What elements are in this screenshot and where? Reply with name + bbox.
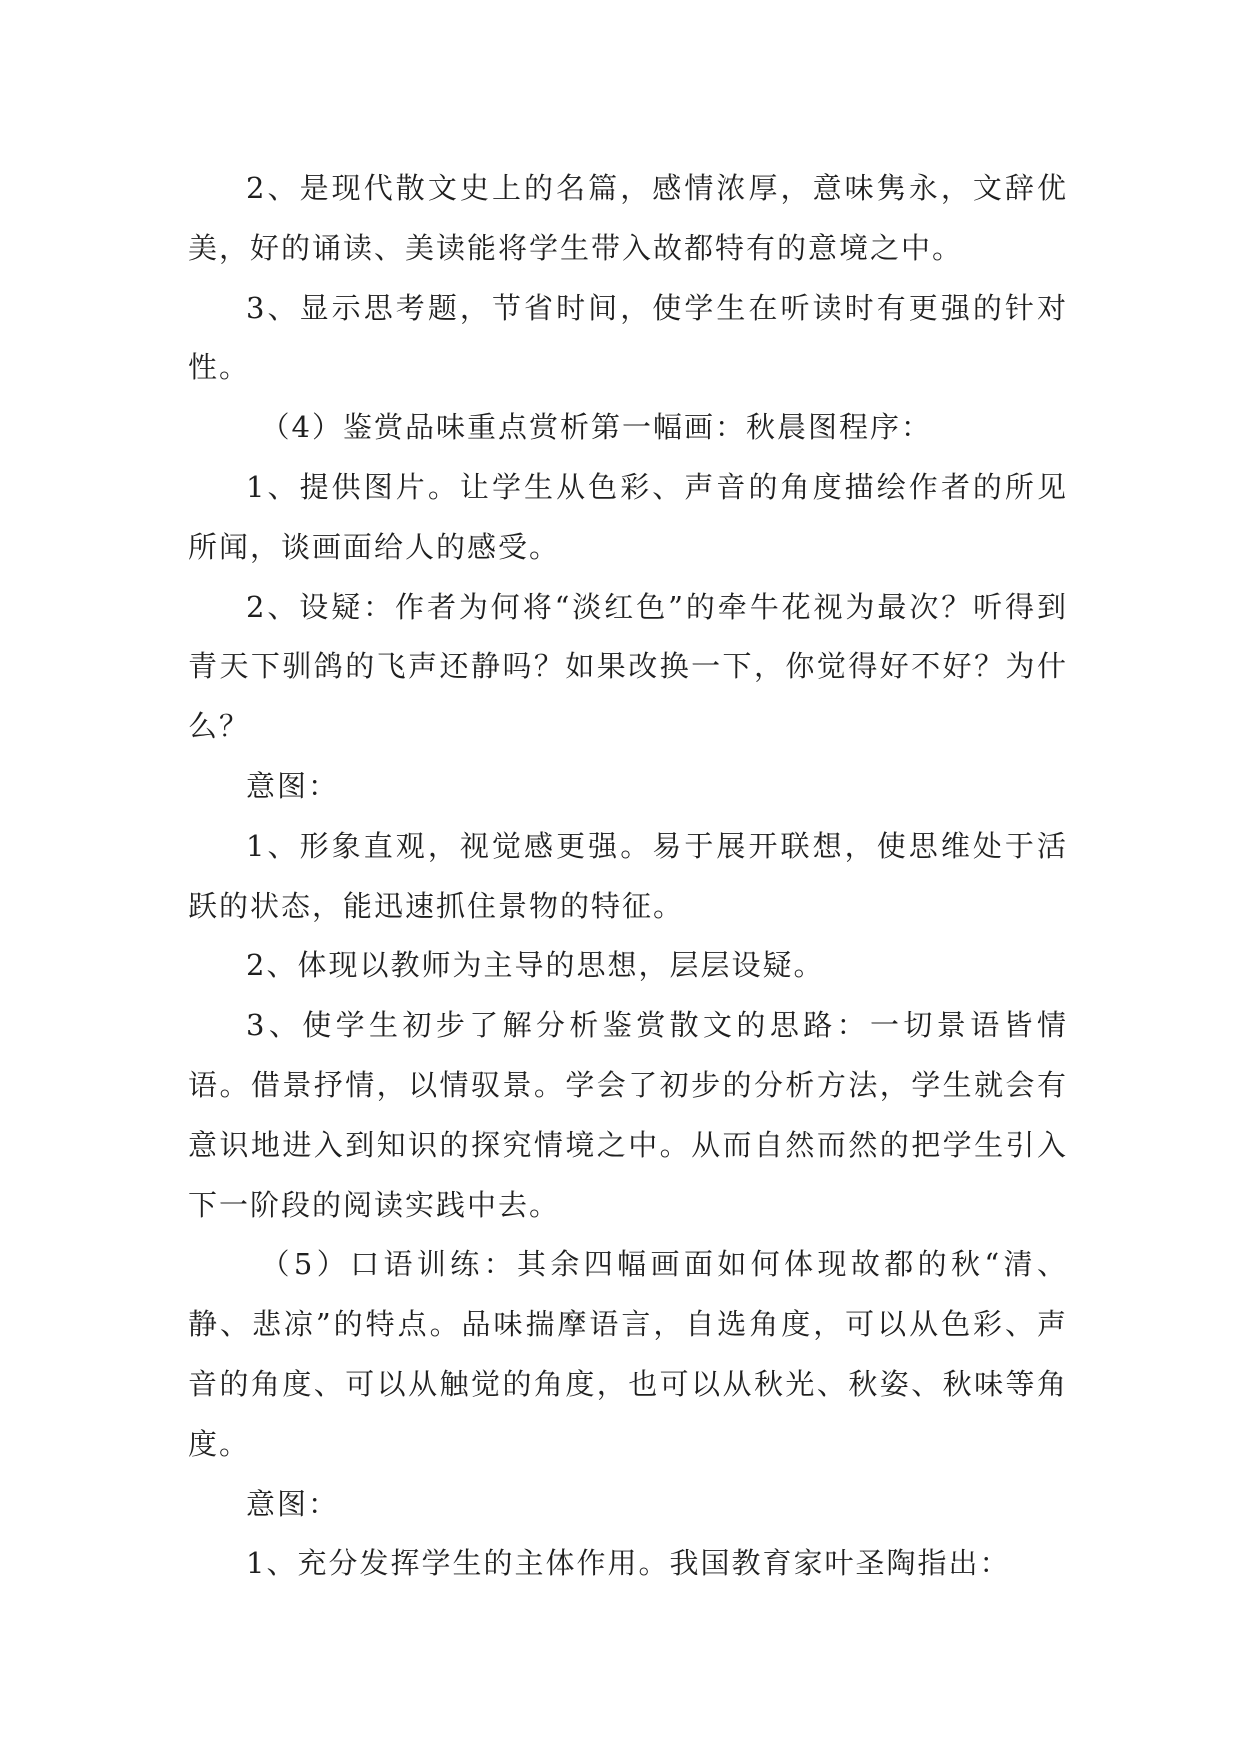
paragraph-6: 意图： (246, 768, 340, 803)
paragraph-12: 1、充分发挥学生的主体作用。我国教育家叶圣陶指出： (246, 1546, 1011, 1581)
paragraph-10: （5）口语训练：其余四幅画面如何体现故都的秋“清、静、悲凉”的特点。品味揣摩语言，自选角度，可以从色彩、声音的角度、可以从触觉的角度，也可以从秋光、秋姿、秋味等角度。 (188, 1247, 1068, 1461)
paragraph-4: 1、提供图片。让学生从色彩、声音的角度描绘作者的所见所闻，谈画面给人的感受。 (188, 469, 1068, 564)
paragraph-2: 3、显示思考题，节省时间，使学生在听读时有更强的针对性。 (188, 290, 1068, 385)
paragraph-11: 意图： (246, 1486, 340, 1521)
paragraph-7: 1、形象直观，视觉感更强。易于展开联想，使思维处于活跃的状态，能迅速抓住景物的特征。 (188, 828, 1068, 923)
paragraph-3: （4）鉴赏品味重点赏析第一幅画：秋晨图程序： (260, 410, 932, 445)
paragraph-1: 2、是现代散文史上的名篇，感情浓厚，意味隽永，文辞优美，好的诵读、美读能将学生带入故都特有的意境之中。 (188, 171, 1068, 265)
paragraph-5: 2、设疑：作者为何将“淡红色”的牵牛花视为最次？听得到青天下驯鸽的飞声还静吗？如果改换一下，你觉得好不好？为什么？ (188, 589, 1068, 744)
body-text (188, 159, 1068, 1594)
paragraph-9: 3、使学生初步了解分析鉴赏散文的思路：一切景语皆情语。借景抒情，以情驭景。学会了初步的分析方法，学生就会有意识地进入到知识的探究情境之中。从而自然而然的把学生引入下一阶段的阅读实践中去。 (188, 1008, 1068, 1222)
paragraph-8: 2、体现以教师为主导的思想，层层设疑。 (246, 948, 825, 983)
